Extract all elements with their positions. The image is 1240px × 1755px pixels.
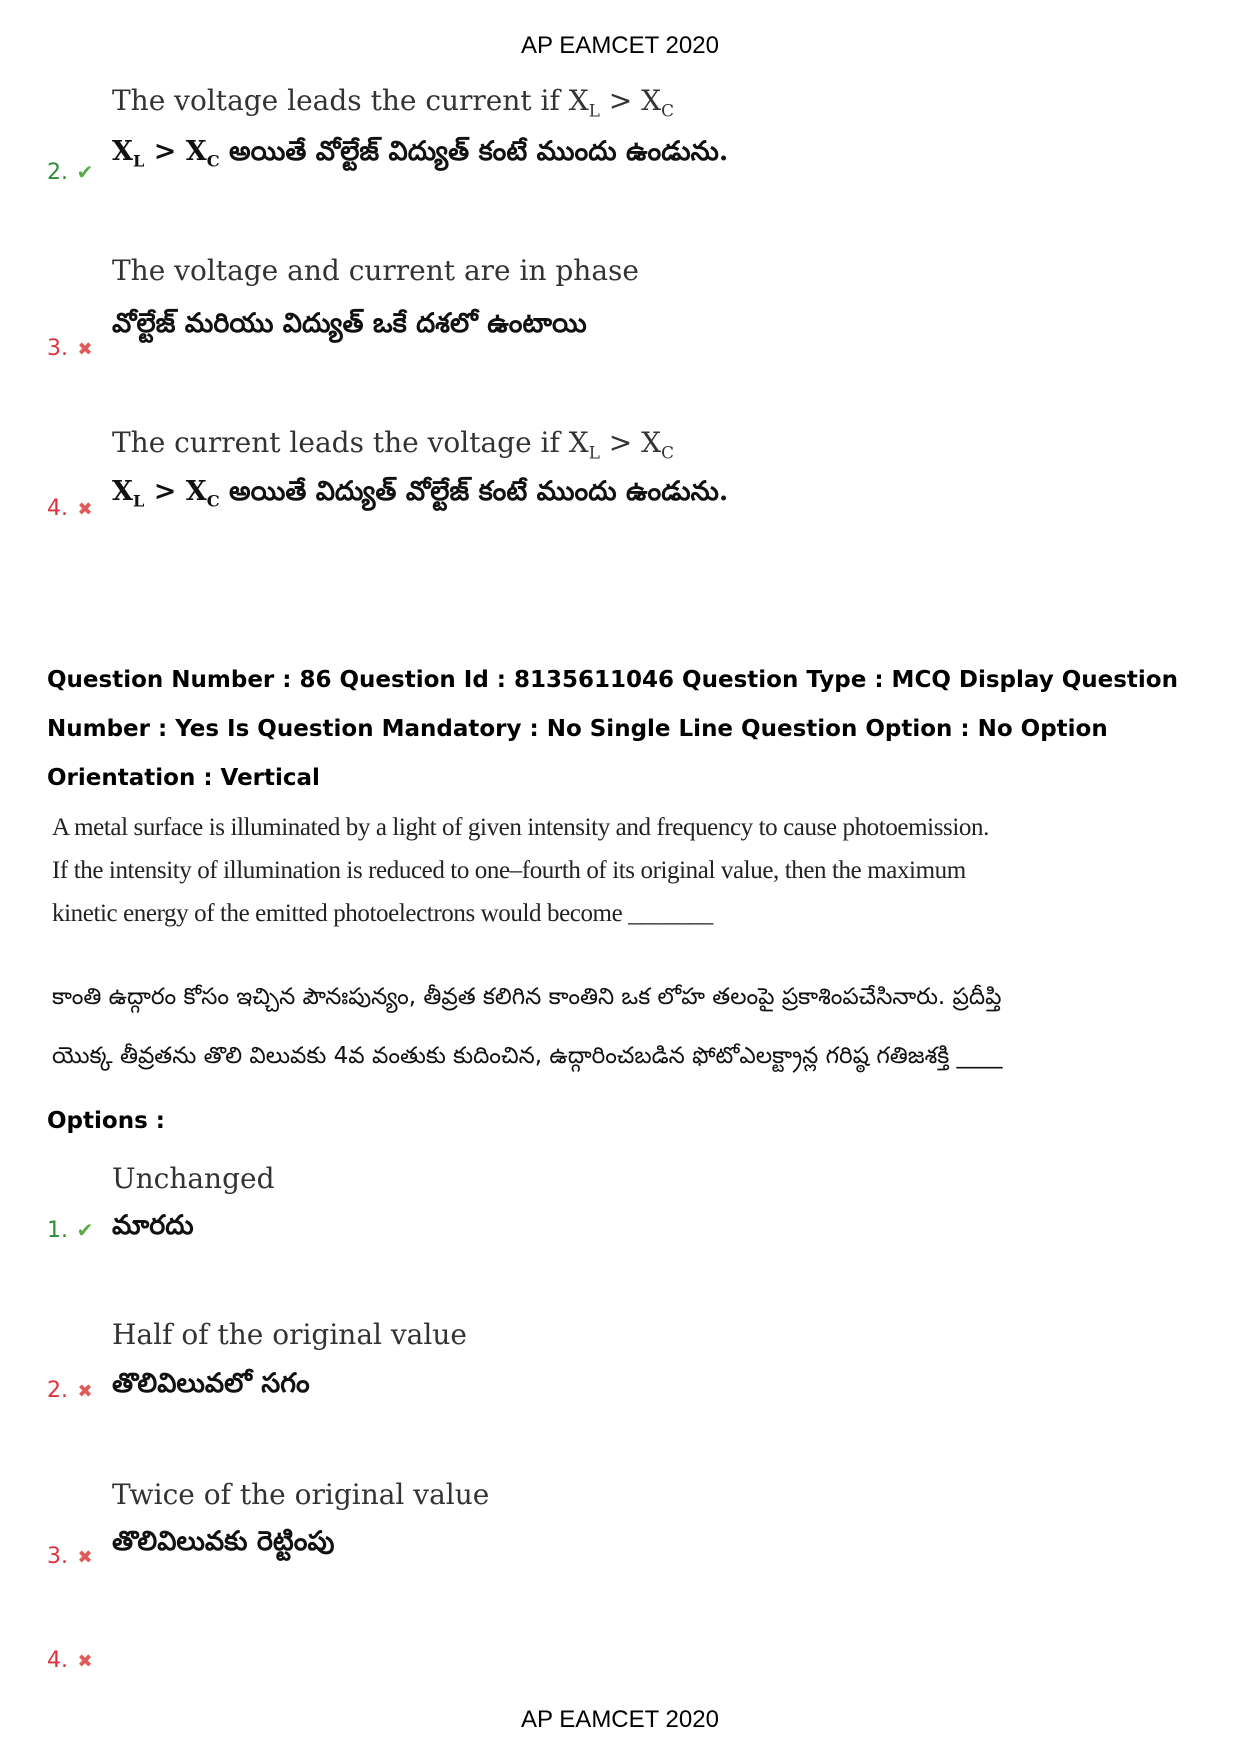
cross-icon: ✖ xyxy=(77,1381,93,1402)
question-meta-line: Number : Yes Is Question Mandatory : No Single Line Question Option : No Option xyxy=(47,716,1108,742)
question-text-english: kinetic energy of the emitted photoelectrons would become _______ xyxy=(52,900,713,927)
option-1-telugu: మారదు xyxy=(112,1210,194,1241)
check-icon: ✔ xyxy=(76,160,94,184)
option-3-number: 3. ✖ xyxy=(47,1544,98,1569)
cross-icon: ✖ xyxy=(77,339,93,360)
cross-icon: ✖ xyxy=(77,1651,93,1672)
option-4-number: 4. ✖ xyxy=(47,1648,98,1673)
question-text-english: A metal surface is illuminated by a light of given intensity and frequency to cause photoemission. xyxy=(52,814,989,841)
question-meta-line: Orientation : Vertical xyxy=(47,765,320,791)
prev-option-2-english: The voltage leads the current if $X_L > X_C$ xyxy=(112,84,674,121)
check-icon: ✔ xyxy=(76,1218,94,1242)
question-meta-line: Question Number : 86 Question Id : 8135611046 Question Type : MCQ Display Question xyxy=(47,667,1178,693)
prev-option-3-english: The voltage and current are in phase xyxy=(112,254,639,287)
prev-option-4-telugu: $X_L > X_C$ అయితే విద్యుత్ వోల్టేజ్ కంటే ముందు ఉండును. xyxy=(112,476,729,511)
option-2-number: 2. ✖ xyxy=(47,1378,98,1403)
page-footer: AP EAMCET 2020 xyxy=(521,1706,719,1733)
option-3-english: Twice of the original value xyxy=(112,1478,490,1511)
prev-option-2-telugu: $X_L > X_C$ అయితే వోల్టేజ్ విద్యుత్ కంటే ముందు ఉండును. xyxy=(112,136,729,171)
option-1-number: 1. ✔ xyxy=(47,1218,98,1243)
prev-option-3-number: 3. ✖ xyxy=(47,336,98,361)
question-text-telugu: కాంతి ఉద్గారం కోసం ఇచ్చిన పౌనఃపున్యం, తీవ్రత కలిగిన కాంతిని ఒక లోహ తలంపై ప్రకాశింపచేసినారు. ప్రదీప్తి xyxy=(52,984,1002,1010)
option-2-telugu: తొలివిలువలో సగం xyxy=(112,1368,310,1399)
cross-icon: ✖ xyxy=(77,499,93,520)
question-text-english: If the intensity of illumination is reduced to one–fourth of its original value, then the maximum xyxy=(52,857,966,884)
prev-option-2-number: 2. ✔ xyxy=(47,160,98,185)
page-header: AP EAMCET 2020 xyxy=(521,32,719,59)
question-text-telugu: యొక్క తీవ్రతను తొలి విలువకు 4వ వంతుకు కుదించిన, ఉద్గారించబడిన ఫోటోఎలక్ట్రాన్ల గరిష్ఠ గతిజశక్తి ____ xyxy=(52,1043,1003,1069)
option-1-english: Unchanged xyxy=(112,1162,275,1195)
prev-option-4-english: The current leads the voltage if $X_L > X_C$ xyxy=(112,426,674,463)
prev-option-3-telugu: వోల్టేజ్ మరియు విద్యుత్ ఒకే దశలో ఉంటాయి xyxy=(112,308,587,339)
option-2-english: Half of the original value xyxy=(112,1318,467,1351)
cross-icon: ✖ xyxy=(77,1547,93,1568)
option-3-telugu: తొలివిలువకు రెట్టింపు xyxy=(112,1526,335,1557)
question-meta xyxy=(47,656,1207,803)
options-label: Options : xyxy=(47,1108,165,1134)
prev-option-4-number: 4. ✖ xyxy=(47,496,98,521)
